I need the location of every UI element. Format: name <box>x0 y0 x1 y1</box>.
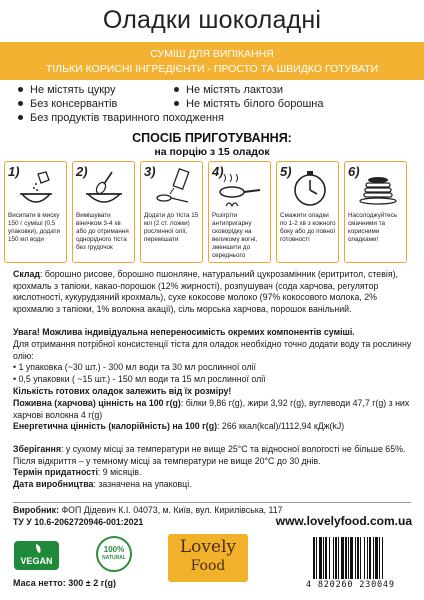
whisk-icon <box>82 168 126 210</box>
method-subtitle: на порцію з 15 оладок <box>154 146 270 158</box>
bullet-icon <box>174 101 179 106</box>
step-text: Смажити оладки по 1-2 хв з кожного боку або до повної готовності <box>280 212 336 243</box>
natural-badge <box>96 536 132 572</box>
feature-no-preservatives: Без консервантів <box>18 98 117 110</box>
step-number: 3) <box>144 164 156 179</box>
bullet-icon <box>18 115 23 120</box>
banner-line-2: ТІЛЬКИ КОРИСНІ ІНГРЕДІЄНТИ - ПРОСТО ТА ШВИДКО ГОТУВАТИ <box>45 63 379 75</box>
feature-no-animal-products: Без продуктів тваринного походження <box>18 112 224 124</box>
timer-icon <box>286 168 330 210</box>
vegan-label: VEGAN <box>20 556 53 566</box>
bullet-icon <box>18 101 23 106</box>
oil-spoon-icon <box>150 168 194 210</box>
feature-no-lactose: Не містять лактози <box>174 84 283 96</box>
divider <box>13 502 411 503</box>
production-date-text: Дата виробництва: зазначена на упаковці. <box>13 479 192 489</box>
method-title: СПОСІБ ПРИГОТУВАННЯ: <box>132 131 292 145</box>
step-6-card <box>344 161 407 263</box>
storage-text: Зберігання: у сухому місці за температури не вище 25°С та відносної вологості не більше 65%. Після відкриття – у темному місці за температури не вище 20°С до 30 днів. <box>13 444 406 466</box>
portion-full: • 1 упаковка (~30 шт.) - 300 мл води та 30 мл рослинної олії <box>13 362 256 372</box>
bullet-icon <box>174 87 179 92</box>
barcode-icon <box>312 537 407 581</box>
manufacturer: Виробник: ФОП Дідевич К.І. 04073, м. Київ, вул. Кирилівська, 117 <box>13 505 283 515</box>
step-number: 4) <box>212 164 224 179</box>
step-number: 5) <box>280 164 292 179</box>
step-number: 6) <box>348 164 360 179</box>
step-text: Вимішувати віничком 3-4 хв або до отримання однорідного тіста без грудочок <box>76 212 129 251</box>
vegan-badge <box>14 541 59 570</box>
step-text: Додати до тіста 15 мл (2 ст. ложки) рослинної олії, перемішати <box>144 212 199 243</box>
nutrition-text: Поживна (харчова) цінність на 100 г(g): білки 9,86 г(g), жири 3,92 г(g), вуглеводи 47,7 г(g) з них харчові волокна 4 г(g) <box>13 398 410 420</box>
composition-text: Склад: борошно рисове, борошно пшонляне, натуральний цукрозамінник (еритритол, стевія), крохмаль з тапіоки, какао-порошок (12% жирності), розпушувач (сода харчова, регулятор кислотності, кукурудзяний крохмаль), сухе кокосове молоко (97% кокосового молока, 2% крохмалю з тапіоки, 1% волокна акації), сіль морська харчова, порошок ванільний. <box>13 269 398 314</box>
consistency-text: Для отримання потрібної консистенції тіста для оладок необхідно точно додати воду та рослинну олію: <box>13 339 412 361</box>
net-mass: Маса нетто: 300 ± 2 г(g) <box>13 578 116 588</box>
website-link[interactable]: www.lovelyfood.com.ua <box>275 514 412 528</box>
tech-spec: ТУ У 10.6-2062720946-001:2021 <box>13 517 144 527</box>
shelf-life-text: Термін придатності: 9 місяців. <box>13 467 142 477</box>
brand-logo <box>168 534 248 582</box>
banner-line-1: СУМІШ ДЛЯ ВИПІКАННЯ <box>150 48 274 60</box>
pancakes-icon <box>354 168 398 210</box>
warning-text: Увага! Можлива індивідуальна непереносимість окремих компонентів суміші. <box>13 327 355 337</box>
step-5-card <box>276 161 339 263</box>
bullet-icon <box>18 87 23 92</box>
step-text: Розігріти антипригарну сковорідку на великому вогні, зменшити до середнього <box>212 212 258 259</box>
logo-line-2: Food <box>190 558 226 574</box>
feature-no-white-flour: Не містять білого борошна <box>174 98 323 110</box>
natural-percent: 100% <box>103 545 125 554</box>
product-title: Оладки шоколадні <box>102 6 322 34</box>
step-2-card <box>72 161 135 263</box>
step-number: 1) <box>8 164 20 179</box>
portion-half: • 0,5 упаковки ( ~15 шт.) - 150 мл води та 15 мл рослинної олії <box>13 374 266 384</box>
logo-line-1: Lovely <box>179 537 237 557</box>
step-3-card <box>140 161 203 263</box>
barcode-number: 4 820260 230049 <box>306 580 395 590</box>
step-text: Насолоджуйтесь смачними та корисними оладками! <box>348 212 398 243</box>
size-note: Кількість готових оладок залежить від їх розміру! <box>13 386 232 396</box>
natural-label: NATURAL <box>102 555 126 561</box>
step-number: 2) <box>76 164 88 179</box>
bowl-icon <box>14 168 58 210</box>
step-text: Висипати в миску 150 г суміші (0,5 упаковки), додати 150 мл води <box>8 212 61 243</box>
step-1-card <box>4 161 67 263</box>
step-4-card <box>208 161 271 263</box>
energy-text: Енергетична цінність (калорійність) на 100 г(g): 266 ккал(kcal)/1112,94 кДж(kJ) <box>13 421 345 431</box>
pan-icon <box>218 168 262 210</box>
feature-no-sugar: Не містять цукру <box>18 84 116 96</box>
